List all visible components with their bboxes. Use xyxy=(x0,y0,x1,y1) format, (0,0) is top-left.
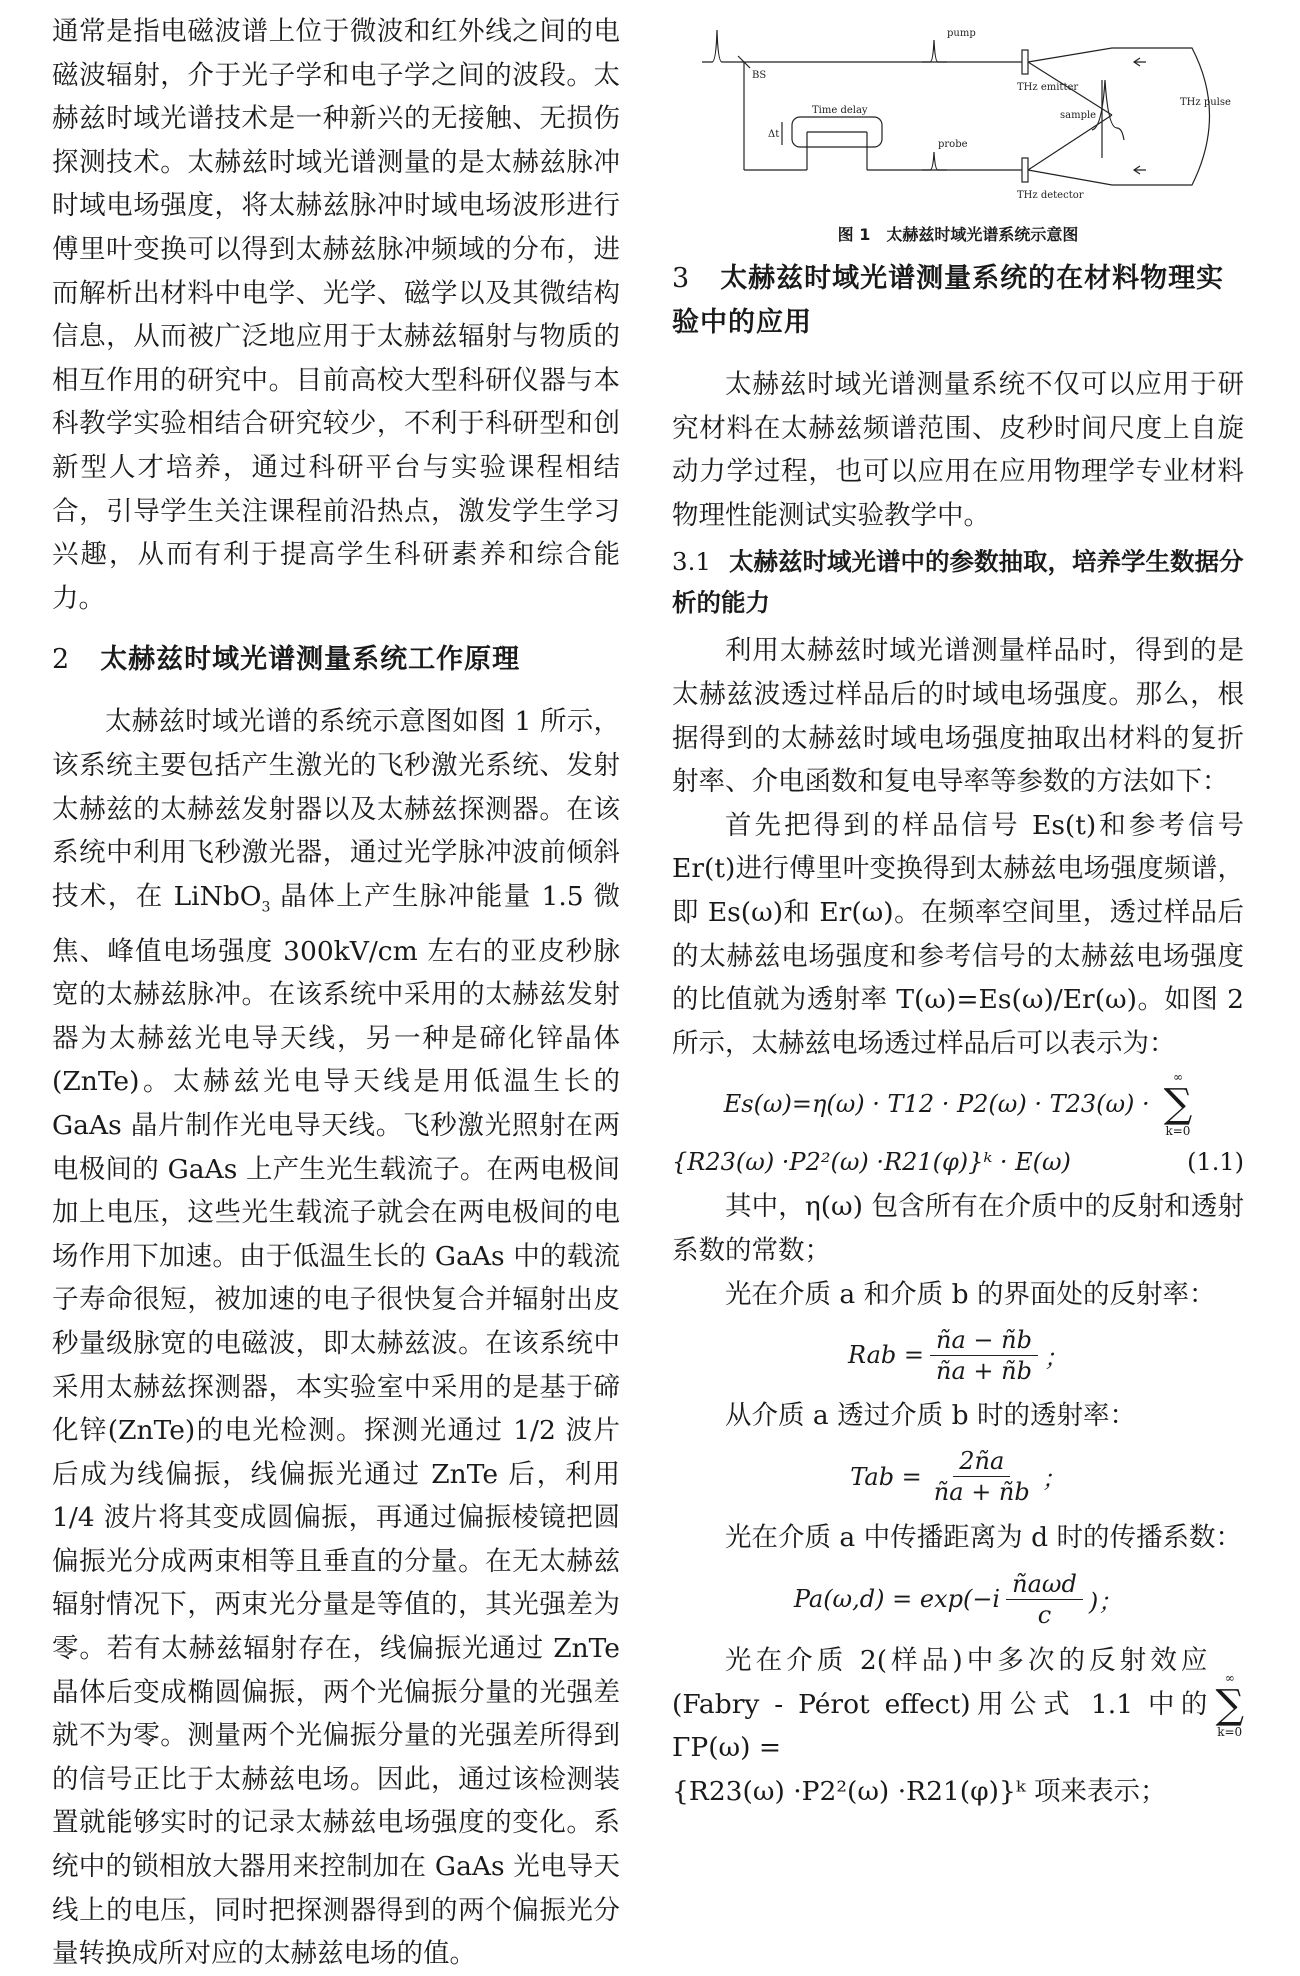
thz-emitter-element xyxy=(1022,50,1028,74)
eq-r-end: ； xyxy=(1043,1343,1068,1372)
equation-reflectance xyxy=(672,1316,1244,1394)
eq-p-numerator: ñaωd xyxy=(1006,1569,1083,1600)
eq-r-denominator: ña + ñb xyxy=(936,1356,1032,1385)
section-2-heading xyxy=(52,638,620,682)
label-sample: sample xyxy=(1060,110,1097,121)
eq-t-lhs: Tab = xyxy=(850,1462,922,1491)
label-pump: pump xyxy=(947,28,976,39)
paragraph-system-principle xyxy=(52,700,620,1976)
paragraph-reflectance-intro: 光在介质 a 和介质 b 的界面处的反射率： xyxy=(725,1278,1216,1310)
paragraph-fabry-perot: 光在介质 2(样品)中多次的反射效应(Fabry - Pérot effect)用公式 1.1 中的 ΓP(ω) = xyxy=(672,1645,1208,1764)
eq-p-fraction xyxy=(1006,1569,1083,1630)
paragraph-fourier: 首先把得到的样品信号 Es(t)和参考信号 Er(t)进行傅里叶变换得到太赫兹电场强度频谱，即 Es(ω)和 Er(ω)。在频率空间里，透过样品后的太赫兹电场强度和参考信号的太赫兹电场强度的比值就为透射率 T(ω)=Es(ω)/Er(ω)。如图 2 所示，太赫兹电场透过样品后可以表示为： xyxy=(672,809,1244,1059)
sum-lower-limit: k=0 xyxy=(1217,1724,1243,1739)
paragraph-fabry-perot-block xyxy=(672,1639,1244,1770)
arrow-icon xyxy=(1134,166,1146,174)
subsection-3-1-title: 太赫兹时域光谱中的参数抽取，培养学生数据分析的能力 xyxy=(672,547,1244,618)
equation-1-1-line-2: {R23(ω) ·P2²(ω) ·R21(φ)}ᵏ · E(ω) xyxy=(672,1148,1071,1177)
probe-pulse-shape xyxy=(922,152,947,170)
subsection-3-1-heading xyxy=(672,541,1244,623)
section-3-heading xyxy=(672,257,1244,345)
pump-pulse-shape xyxy=(922,40,947,62)
paragraph-part: 太赫兹时域光谱的系统示意图如图 1 所示，该系统主要包括产生激光的飞秒激光系统、发射太赫兹的太赫兹发射器以及太赫兹探测器。在该系统中利用飞秒激光器，通过光学脉冲波前倾斜技术，在 LiNbO xyxy=(52,706,620,912)
thz-system-schematic xyxy=(672,10,1244,210)
eq-p-end: )； xyxy=(1088,1587,1123,1616)
eq-p-denominator: c xyxy=(1037,1600,1052,1629)
eq-t-denominator: ña + ñb xyxy=(933,1478,1030,1507)
eq-r-lhs: Rab = xyxy=(848,1341,925,1370)
label-delta-t: Δt xyxy=(768,129,780,140)
sum-upper-limit: ∞ xyxy=(1224,1670,1235,1685)
paragraph-propagation-intro: 光在介质 a 中传播距离为 d 时的传播系数： xyxy=(725,1521,1242,1553)
label-thz-emitter: THz emitter xyxy=(1017,82,1079,93)
label-bs: BS xyxy=(752,70,767,81)
summation-symbol: ∞ ∑ k=0 xyxy=(1163,1070,1193,1139)
paragraph-transmittance-intro: 从介质 a 透过介质 b 时的透射率： xyxy=(725,1400,1136,1432)
equation-transmittance xyxy=(672,1438,1244,1516)
section-3-number: 3 xyxy=(672,263,691,294)
sum-lower-limit: k=0 xyxy=(1165,1124,1191,1139)
figure-1-diagram xyxy=(672,10,1244,210)
eq-t-end: ； xyxy=(1041,1465,1066,1494)
subscript: 3 xyxy=(261,898,271,915)
equation-propagation xyxy=(672,1559,1244,1639)
subsection-3-1-number: 3.1 xyxy=(672,547,711,577)
eq-r-fraction xyxy=(930,1325,1038,1386)
thz-pulse-wave xyxy=(1092,80,1124,140)
label-thz-detector: THz detector xyxy=(1017,190,1084,201)
sum-upper-limit: ∞ xyxy=(1172,1070,1183,1085)
section-3-title: 太赫兹时域光谱测量系统的在材料物理实验中的应用 xyxy=(672,263,1225,338)
left-column xyxy=(52,10,620,1976)
eq-p-lhs: Pa(ω,d) = exp(−i xyxy=(793,1585,1001,1614)
label-probe: probe xyxy=(938,139,968,150)
paragraph-measurement: 利用太赫兹时域光谱测量样品时，得到的是太赫兹波透过样品后的时域电场强度。那么，根据得到的太赫兹时域电场强度抽取出材料的复折射率、介电函数和复电导率等参数的方法如下： xyxy=(672,635,1244,798)
paragraph-eta: 其中，η(ω) 包含所有在介质中的反射和透射系数的常数； xyxy=(672,1191,1244,1266)
arrow-icon xyxy=(1134,58,1146,66)
eq-t-numerator: 2ña xyxy=(953,1446,1010,1477)
paragraph-intro: 通常是指电磁波谱上位于微波和红外线之间的电磁波辐射，介于光子学和电子学之间的波段。太赫兹时域光谱技术是一种新兴的无接触、无损伤探测技术。太赫兹时域光谱测量的是太赫兹脉冲时域电场强度，将太赫兹脉冲时域电场波形进行傅里叶变换可以得到太赫兹脉冲频域的分布，进而解析出材料中电学、光学、磁学以及其微结构信息，从而被广泛地应用于太赫兹辐射与物质的相互作用的研究中。目前高校大型科研仪器与本科教学实验相结合研究较少，不利于科研型和创新型人才培养，通过科研平台与实验课程相结合，引导学生关注课程前沿热点，激发学生学习兴趣，从而有利于提高学生科研素养和综合能力。 xyxy=(52,16,620,614)
equation-1-1-line-1: Es(ω)=η(ω) · T12 · P2(ω) · T23(ω) · xyxy=(723,1090,1150,1119)
input-pulse-shape xyxy=(702,30,732,62)
label-time-delay: Time delay xyxy=(812,105,868,116)
label-thz-pulse: THz pulse xyxy=(1180,97,1231,108)
eq-r-numerator: ña − ñb xyxy=(930,1325,1038,1356)
section-2-number: 2 xyxy=(52,644,71,676)
summation-symbol-2: ∞ ∑ k=0 xyxy=(1215,1670,1244,1739)
equation-1-1 xyxy=(672,1069,1244,1185)
thz-detector-element xyxy=(1022,158,1028,182)
paragraph-fabry-perot-term: {R23(ω) ·P2²(ω) ·R21(φ)}ᵏ 项来表示； xyxy=(672,1776,1167,1808)
eq-t-fraction xyxy=(928,1446,1036,1507)
paragraph-application: 太赫兹时域光谱测量系统不仅可以应用于研究材料在太赫兹频谱范围、皮秒时间尺度上自旋动力学过程，也可以应用在应用物理学专业材料物理性能测试实验教学中。 xyxy=(672,369,1244,531)
right-column xyxy=(672,10,1244,1814)
figure-1-caption: 图 1 太赫兹时域光谱系统示意图 xyxy=(837,225,1079,244)
section-2-title: 太赫兹时域光谱测量系统工作原理 xyxy=(100,644,521,676)
paragraph-part: 晶体上产生脉冲能量 1.5 微焦、峰值电场强度 300kV/cm 左右的亚皮秒脉宽的太赫兹脉冲。在该系统中采用的太赫兹发射器为太赫兹光电导天线，另一种是碲化锌晶体(ZnTe)。太赫兹光电导天线是用低温生长的 GaAs 晶片制作光电导天线。飞秒激光照射在两电极间的 GaAs 上产生光生载流子。在两电极间加上电压，这些光生载流子就会在两电极间的电场作用下加速。由于低温生长的 GaAs 中的载流子寿命很短，被加速的电子很快复合并辐射出皮秒量级脉宽的电磁波，即太赫兹波。在该系统中采用太赫兹探测器，本实验室中采用的是基于碲化锌(ZnTe)的电光检测。探测光通过 1/2 波片后成为线偏振，线偏振光通过 ZnTe 后，利用 1/4 波片将其变成圆偏振，再通过偏振棱镜把圆偏振光分成两束相等且垂直的分量。在无太赫兹辐射情况下，两束光分量是等值的，其光强差为零。若有太赫兹辐射存在，线偏振光通过 ZnTe 晶体后变成椭圆偏振，两个光偏振分量的光强差就不为零。测量两个光偏振分量的光强差所得到的信号正比于太赫兹电场。因此，通过该检测装置就能够实时的记录太赫兹电场强度的变化。系统中的锁相放大器用来控制加在 GaAs 光电导天线上的电压，同时把探测器得到的两个偏振光分量转换成所对应的太赫兹电场的值。 xyxy=(52,880,620,1970)
equation-number: (1.1) xyxy=(1187,1148,1244,1177)
